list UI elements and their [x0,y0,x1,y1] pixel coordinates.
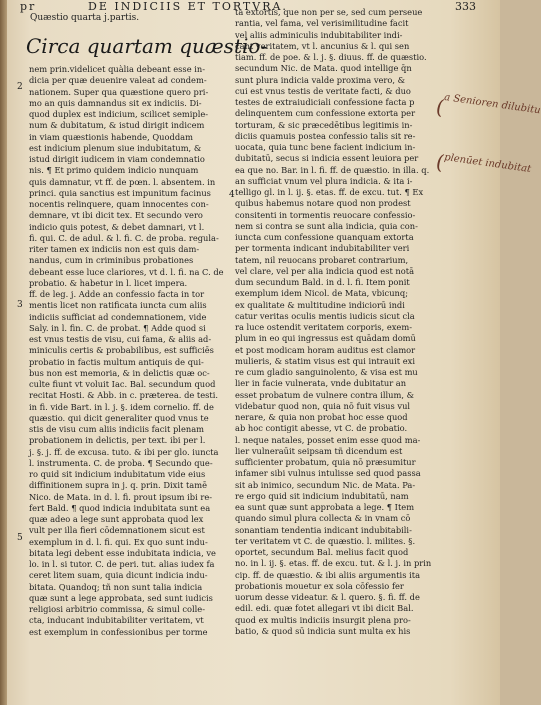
text-line: in fi. vide Bart. in l. j. §. idem cornelio. ff. de [29,401,214,412]
text-line: quæstio. qui dicit generaliter quod vnus te [29,412,209,423]
text-line: est exemplum in confessionibus per torme [29,626,208,637]
text-line: nem prin.videlicet quàlia debeant esse in- [29,64,206,74]
right-text-column [235,7,443,637]
text-line: re cum gladio sanguinolento, & visa est mu [235,367,418,377]
text-line: cta, inducant indubitabiliter veritatem, vt [29,615,204,626]
text-line: vel aliis adminiculis indubitabiliter indi- [235,29,403,40]
text-line: consitenti in tormentis reuocare confessio- [235,209,416,220]
text-line: j. §. j. ff. de excusa. tuto. & ibi per glo. iuncta [29,446,219,457]
text-line: est vnus testis de visu, cui fama, & aliis ad- [29,334,212,344]
text-line: testes de extraiudiciali confessione facta p [235,97,415,107]
text-line: fi. qui. C. de adul. & l. fi. C. de proba. regula- [29,232,219,243]
text-line: sufficienter probatum, quia nō præsumitur [235,457,416,467]
text-line: probationem in delictis, per text. ibi per l. [29,435,206,446]
text-line: esset probatum de vulnere contra illum, & [235,389,415,400]
text-line: culte fiunt vt voluit Iac. Bal. secundum quod [29,379,216,389]
text-line: lo. in l. si tutor. C. de peri. tut. alias iudex fa [29,559,215,569]
text-line: et post modicam horam auditus est clamor [235,344,416,355]
text-line: num & dubitatum, & istud dirigit indicem [29,120,205,131]
text-line: miniculis certis & probabilibus, est sufficiēs [29,345,214,356]
text-line: recitat Hosti. & Abb. in c. præterea. de testi. [29,390,219,401]
text-line: demnare, vt ibi dicit tex. Et secundo vero [29,210,203,221]
text-line: est indicium plenum siue indubitatum, & [29,142,202,153]
text-line: l. neque natales, posset enim esse quod ma- [235,434,421,445]
text-line: Saly. in l. fin. C. de probat. ¶ Adde quod si [29,322,206,333]
text-line: sonantiam tendentia indicant indubitabili- [235,524,412,535]
text-line: secundum Nic. de Mata. quod intellige q̄n [235,63,412,74]
text-line: ea sunt quæ sunt approbata a lege. ¶ Item [235,502,415,512]
text-line: probatio. & habetur in l. licet impera. [29,277,188,288]
text-line: dicia per quæ deuenire valeat ad condem- [29,75,207,86]
text-line: an sufficiat vnum vel plura indicia. & ita i- [235,175,413,186]
text-line: ex qualitate & multitudine indiciorū indi [235,299,405,310]
text-line: princi. quia sanctius est impunitum facinus [29,187,211,198]
text-line: torturam, & sic præcedētibus legitimis in- [235,119,413,130]
text-line: ter veritatem vt C. de quæstio. l. milites. §. [235,535,416,546]
text-line: infamer sibi vulnus intulisse sed quod passa [235,468,421,479]
text-line: rantia, vel fama, vel verisimilitudine facit [235,18,409,29]
text-line: ta extortis, que non per se, sed cum perseue [235,7,423,17]
text-line: sunt plura indicia valde proxima vero, & [235,74,406,85]
text-line: bitata legi debent esse indubitata indicia, ve [29,547,216,558]
handwritten-bracket: ( [436,95,444,119]
text-line: iuncta cum confessione quanquam extorta [235,232,414,242]
text-line: probationis mouetur ex sola cōfessio fer [235,580,404,591]
text-line: istud dirigit iudicem in viam condemnatio [29,154,205,164]
text-line: l. instrumenta. C. de proba. ¶ Secundo que- [29,457,213,468]
text-line: ra luce ostendit veritatem corporis, exem- [235,322,413,332]
text-line: religiosi arbitrio commissa, & simul colle- [29,604,206,614]
text-line: bitata. Quandoq; tñ non sunt talia indicia [29,581,203,592]
text-line: plum in eo qui ingressus est quādam domū [235,333,416,344]
text-line: sit ab inimico, secundum Nic. de Mata. Pa- [235,479,416,490]
text-line: exemplum in d. l. fi. qui. Ex quo sunt indu- [29,536,208,547]
section-heading: Circa quartam quæstio- [26,34,268,58]
text-line: quæ adeo a lege sunt approbata quod lex [29,514,204,524]
book-spine [0,0,7,705]
header-prefix: pr [20,0,37,13]
text-line: per tormenta indicant indubitabiliter veri [235,243,410,254]
text-line: fert Bald. ¶ quod indicia indubitata sunt ea [29,502,211,513]
text-line: cui est vnus testis de veritate facti, & duo [235,85,411,96]
text-line: nerare, & quia non probat hoc esse quod [235,412,408,422]
text-line: nis. ¶ Et primo quidem indicio nunquam [29,165,199,176]
margin-number: 4 [229,190,235,200]
text-line: delinquentem cum confessione extorta per [235,108,416,119]
text-line: dum secundum Bald. in d. l. fi. Item ponit [235,277,410,287]
text-line: lier in facie vulnerata, vnde dubitatur an [235,378,407,389]
text-line: quibus habemus notare quod non prodest [235,198,411,209]
text-line: ab hoc contigit abesse, vt C. de probatio. [235,423,408,434]
text-line: probatio in factis multum antiquis de qui- [29,356,204,367]
page-number: 333 [455,0,476,13]
text-line: Nico. de Mata. in d. l. fi. prout ipsum ibi re- [29,491,213,502]
text-line: quis damnatur, vt ff. de pœn. l. absentem. in [29,176,216,187]
text-line: cant veritatem, vt l. ancunius & l. qui sen [235,40,410,51]
margin-number: 2 [17,82,23,92]
text-line: uorum desse videatur. & l. quero. §. fi. ff. de [235,592,420,602]
left-text-column [29,64,228,638]
text-line: exemplum idem Nicol. de Mata, vbicunq; [235,288,408,299]
text-line: re ergo quid sit indicium indubitatū, nam [235,490,409,501]
text-line: ea que no. Bar. in l. fi. ff. de quæstio. in illa. q. [235,164,430,175]
section-subheading: Quæstio quarta j.partis. [30,13,140,23]
text-line: quando simul plura collecta & in vnam cō [235,513,411,524]
text-line: dubitatū, secus si indicia essent leuiora per [235,153,419,164]
text-line: telligo gl. in l. ij. §. etas. ff. de excu. tut. ¶ Ex [235,187,424,197]
text-line: nem si contra se sunt alia indicia, quia con- [235,220,418,231]
text-line: diffinitionem supra in j. q. prin. Dixit tamē [29,480,207,491]
text-line: stis de visu cum aliis indiciis facit plenam [29,424,205,434]
text-line: vel clare, vel per alia indicia quod est notā [235,265,415,276]
text-line: quod duplex est indicium, scilicet semiple- [29,109,209,119]
text-line: lier vulneraūit seipsam tñ dicendum est [235,445,403,456]
text-line: indiciis sufficiat ad condemnationem, vide [29,311,207,322]
text-line: quæ sunt a lege approbata, sed sunt iudicis [29,592,213,603]
text-line: cip. ff. de quæstio. & ibi aliis argumentis ita [235,569,421,580]
margin-number: 3 [17,300,23,310]
text-line: bus non est memoria, & in delictis quæ oc- [29,367,210,378]
text-line: tatem, nil reuocans probaret contrarium, [235,254,409,265]
text-line: edil. edi. quæ fotet allegari vt ibi dicit Bal. [235,603,414,614]
text-line: debeant esse luce clariores, vt d. l. fi. na C. de [29,266,224,277]
text-line: vult per illa fieri cōdemnationem sicut est [29,525,205,536]
margin-number: 5 [17,533,23,543]
text-line: ceret litem suam, quia dicunt indicia indu- [29,570,208,581]
header-title: DE INDICIIS ET TORTVRA. [88,0,288,13]
text-line: diciis quamuis postea confessio talis sit re- [235,130,416,141]
text-line: in viam quæstionis habende, Quoddam [29,131,193,142]
text-line: quod ex multis indiciis insurgit plena pro- [235,614,411,625]
text-line: mentis licet non ratificata iuncta cum aliis [29,300,207,311]
text-line: mulieris, & statim visus est qui intrauit exi [235,355,416,366]
text-line: ff. de leg. j. Adde an confessio facta in tor [29,289,205,299]
text-line: batio, & quod sū indicia sunt multa ex his [235,625,411,636]
text-line: nationem. Super qua quæstione quero pri- [29,86,209,97]
text-line: tiam. ff. de poe. & l. j. §. diuus. ff. de quæstio. [235,52,427,62]
text-line: nocentis relinquere, quam innocentes con- [29,199,209,209]
text-line: mo an quis damnandus sit ex indiciis. Di- [29,97,202,108]
text-line: catur veritas oculis mentis iudicis sicut cla [235,310,415,321]
text-line: ro quid sit indicium indubitatum vide eius [29,469,206,479]
text-line: no. in l. ij. §. etas. ff. de excu. tut. & l. j. in prin [235,558,432,569]
text-line: videbatur quod non, quia nō fuit visus vul [235,400,411,411]
handwritten-bracket: ( [436,150,444,174]
handwritten-note: plenūet indubitat [443,152,532,176]
text-line: riter tamen ex indiciis non est quis dam- [29,244,200,254]
text-line: nandus, cum in criminibus probationes [29,255,194,266]
text-line: indicio quis potest, & debet damnari, vt l. [29,221,205,232]
handwritten-note: a Senioren dilubitu [443,92,541,117]
text-line: oportet, secundum Bal. melius facit quod [235,547,409,557]
text-line: uocata, quia tunc bene facient indicium in- [235,142,416,152]
